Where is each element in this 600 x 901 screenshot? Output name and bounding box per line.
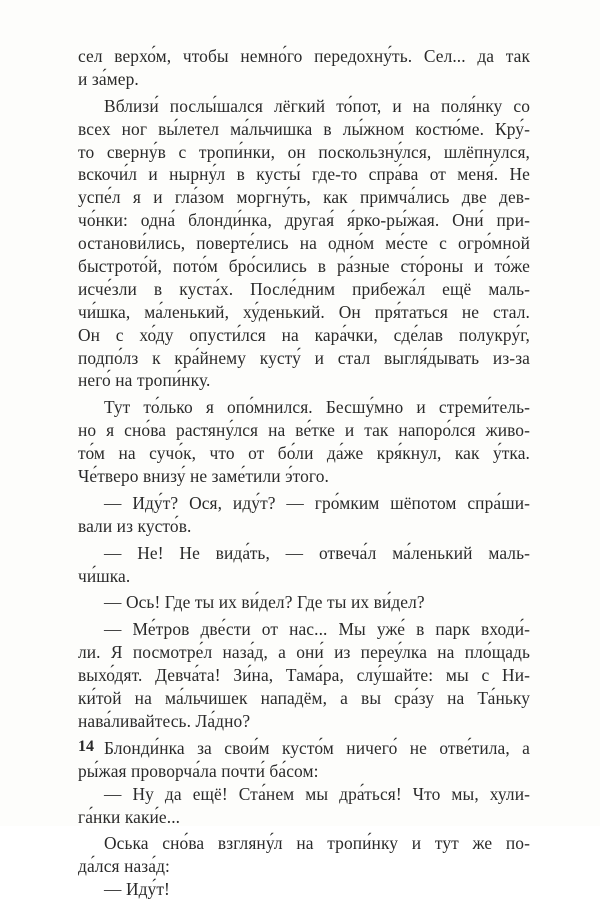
text-line: него́ на тропи́нку. (78, 370, 211, 391)
text-line: выхо́дят. Девча́та! Зи́на, Тама́ра, слу́шайте: мы с Ни- (78, 665, 530, 686)
text-line: — Ну да ещё! Ста́нем мы дра́ться! Что мы, хули- (104, 783, 530, 804)
text-line: исче́зли в куста́х. После́дним прибежа́л ещё маль- (78, 278, 530, 299)
text-line: чо́нки: одна́ блонди́нка, другая́ я́рко-ры́жая. Они́ при- (78, 210, 530, 231)
page-number: 14 (78, 738, 94, 755)
text-line: вскочи́л и нырну́л в кусты́ где-то спра́ва от меня́. Не (78, 164, 530, 185)
text-line: и за́мер. (78, 68, 139, 89)
page-body-text (78, 45, 530, 901)
text-line: чи́шка. (78, 565, 131, 586)
text-line: нава́ливайтесь. Ла́дно? (78, 710, 251, 731)
text-line: ли. Я посмотре́л наза́д, а они́ из переу́лка на пло́щадь (78, 642, 530, 663)
text-line: успе́л я и гла́зом моргну́ть, как примча́лись две дев- (78, 187, 530, 208)
text-line: — Иду́т? Ося, иду́т? — гро́мким шёпотом спра́ши- (104, 492, 530, 513)
text-line: Вблизи́ послы́шался лёгкий то́пот, и на поля́нку со (104, 95, 530, 116)
text-line: то сверну́в с тропи́нки, он поскользну́лся, шлёпнулся, (78, 141, 530, 162)
text-line: Блонди́нка за свои́м кусто́м ничего́ не отве́тила, а (104, 737, 530, 758)
text-line: — Ме́тров две́сти от нас... Мы уже́ в парк входи́- (104, 619, 530, 640)
text-line: чи́шка, ма́ленький, ху́денький. Он пря́таться не стал. (78, 301, 530, 322)
text-line: — Ось! Где ты их ви́дел? Где ты их ви́дел? (104, 592, 425, 613)
text-line: сел верхо́м, чтобы немно́го передохну́ть. Сел... да так (78, 46, 530, 66)
text-line: ки́той на ма́льчишек нападём, а вы сра́зу на Та́ньку (78, 688, 530, 709)
text-line: Он с хо́ду опусти́лся на кара́чки, сде́лав полукру́г, (78, 324, 530, 345)
text-line: всех ног вы́летел ма́льчишка в лы́жном костю́ме. Кру́- (78, 118, 530, 139)
text-line: — Иду́т! (104, 879, 170, 900)
text-line: Тут то́лько я опо́мнился. Бесшу́мно и стреми́тель- (104, 397, 530, 418)
text-line: Оська сно́ва взгляну́л на тропи́нку и тут же по- (104, 833, 530, 854)
text-line: останови́лись, поверте́лись на одно́м ме́сте с огро́мной (78, 233, 530, 254)
text-line: ры́жая проворча́ла почти́ ба́сом: (78, 760, 319, 781)
text-line: быстрото́й, пото́м бро́сились в ра́зные сто́роны и то́же (78, 256, 530, 277)
text-line: да́лся наза́д: (78, 856, 170, 877)
text-line: га́нки каки́е... (78, 806, 181, 827)
text-line: вали из кусто́в. (78, 515, 192, 536)
text-line: но я сно́ва растяну́лся на ве́тке и так напоро́лся живо- (78, 420, 530, 441)
text-line: подпо́лз к кра́йнему кусту́ и стал выгля́дывать из-за (78, 347, 530, 368)
text-line: Че́тверо внизу́ не заме́тили э́того. (78, 466, 329, 487)
text-line: то́м на сучо́к, что от бо́ли да́же кря́кнул, как у́тка. (78, 443, 530, 464)
text-line: — Не! Не вида́ть, — отвеча́л ма́ленький маль- (104, 542, 530, 563)
